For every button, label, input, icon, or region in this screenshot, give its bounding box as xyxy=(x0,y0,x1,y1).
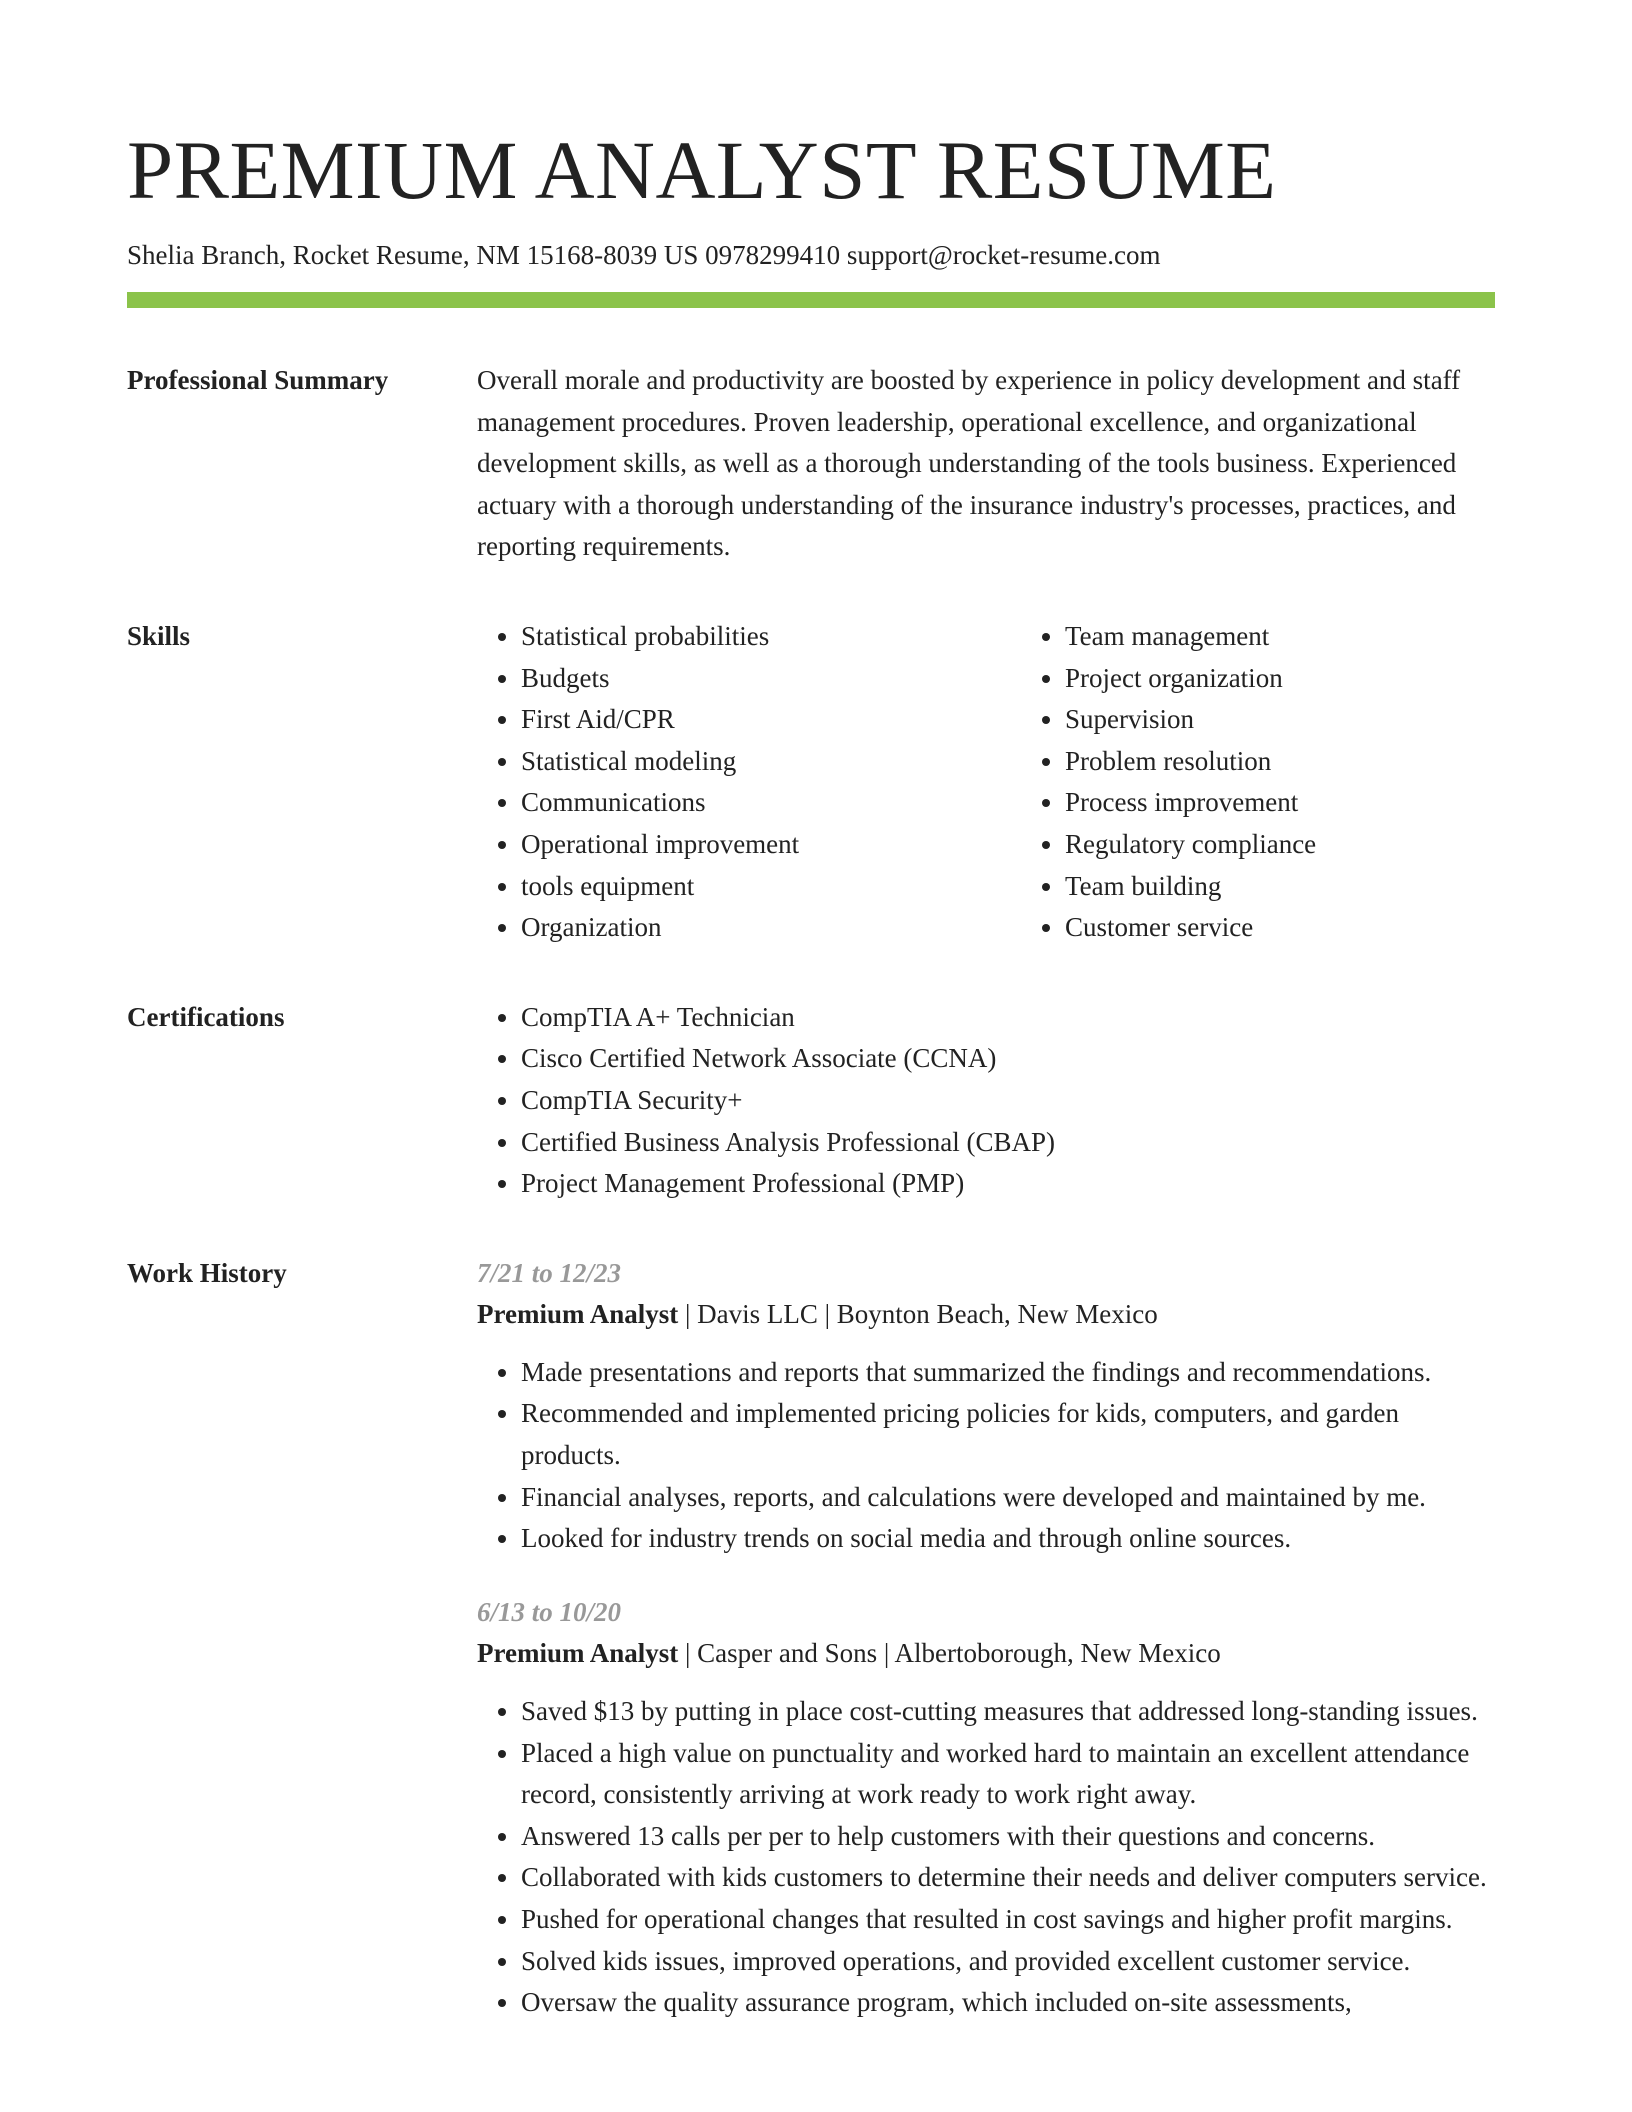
job-bullet: • Answered 13 calls per per to help customers with their questions and concerns. xyxy=(521,1816,1495,1858)
job-bullet: • Looked for industry trends on social media and through online sources. xyxy=(521,1518,1495,1560)
skill-item: • Operational improvement xyxy=(521,824,1021,866)
skill-item: • Problem resolution xyxy=(1065,741,1565,783)
job-details: | Davis LLC | Boynton Beach, New Mexico xyxy=(678,1299,1158,1330)
job-entry xyxy=(477,1592,1495,2024)
skill-item: • Communications xyxy=(521,782,1021,824)
job-entry xyxy=(477,1253,1495,1560)
skills-section xyxy=(127,616,1495,949)
skills-list-right xyxy=(1021,616,1565,949)
section-title-certifications: Certifications xyxy=(127,1001,285,1032)
section-title-skills: Skills xyxy=(127,620,191,651)
certification-item: • Certified Business Analysis Professional (CBAP) xyxy=(521,1122,1495,1164)
job-bullet: • Made presentations and reports that summarized the findings and recommendations. xyxy=(521,1352,1495,1394)
skill-item: • Budgets xyxy=(521,658,1021,700)
skill-item: • Supervision xyxy=(1065,699,1565,741)
skill-item: • Organization xyxy=(521,907,1021,949)
job-bullet: • Placed a high value on punctuality and worked hard to maintain an excellent attendance record, consistently arriving at work ready to work right away. xyxy=(521,1733,1495,1816)
skill-item: • Statistical modeling xyxy=(521,741,1021,783)
section-title-summary: Professional Summary xyxy=(127,365,389,395)
work-history-section xyxy=(127,1253,1495,2024)
job-bullet: • Financial analyses, reports, and calculations were developed and maintained by me. xyxy=(521,1477,1495,1519)
section-title-work-history: Work History xyxy=(127,1257,287,1288)
job-bullet: • Pushed for operational changes that resulted in cost savings and higher profit margins. xyxy=(521,1899,1495,1941)
skill-item: • Process improvement xyxy=(1065,782,1565,824)
job-bullets xyxy=(477,1691,1495,2024)
skill-item: • Team building xyxy=(1065,866,1565,908)
skills-list-left xyxy=(477,616,1021,949)
skill-item: • Customer service xyxy=(1065,907,1565,949)
skill-item: • Project organization xyxy=(1065,658,1565,700)
job-bullet: • Solved kids issues, improved operations, and provided excellent customer service. xyxy=(521,1941,1495,1983)
certification-item: • CompTIA A+ Technician xyxy=(521,997,1495,1039)
skill-item: • Team management xyxy=(1065,616,1565,658)
job-dates: 7/21 to 12/23 xyxy=(477,1257,622,1288)
job-dates: 6/13 to 10/20 xyxy=(477,1596,622,1627)
job-bullet: • Collaborated with kids customers to determine their needs and deliver computers service. xyxy=(521,1857,1495,1899)
job-bullet: • Saved $13 by putting in place cost-cutting measures that addressed long-standing issues. xyxy=(521,1691,1495,1733)
job-details: | Casper and Sons | Albertoborough, New Mexico xyxy=(678,1638,1221,1669)
skill-item: • Regulatory compliance xyxy=(1065,824,1565,866)
job-heading xyxy=(477,1294,1495,1336)
certification-item: • CompTIA Security+ xyxy=(521,1080,1495,1122)
job-bullet: • Oversaw the quality assurance program, which included on-site assessments, xyxy=(521,1982,1495,2024)
resume-name: PREMIUM ANALYST RESUME xyxy=(127,124,1277,216)
certification-item: • Project Management Professional (PMP) xyxy=(521,1163,1495,1205)
job-title: Premium Analyst xyxy=(477,1299,679,1330)
summary-section xyxy=(127,360,1495,568)
summary-text: Overall morale and productivity are boosted by experience in policy development and staff management procedures. Proven leadership, operational excellence, and organizational development skills, as well as a thorough understanding of the tools business. Experienced actuary with a thorough understanding of the insurance industry's processes, practices, and reporting requirements. xyxy=(477,365,1461,562)
contact-line: Shelia Branch, Rocket Resume, NM 15168-8039 US 0978299410 support@rocket-resume.com xyxy=(127,240,1161,270)
skill-item: • First Aid/CPR xyxy=(521,699,1021,741)
certification-item: • Cisco Certified Network Associate (CCNA) xyxy=(521,1038,1495,1080)
accent-rule xyxy=(127,292,1495,308)
skill-item: • Statistical probabilities xyxy=(521,616,1021,658)
certifications-section xyxy=(127,997,1495,1205)
job-bullet: • Recommended and implemented pricing policies for kids, computers, and garden products. xyxy=(521,1393,1495,1476)
certifications-list xyxy=(477,997,1495,1205)
resume-page xyxy=(127,0,1495,2024)
skill-item: • tools equipment xyxy=(521,866,1021,908)
job-bullets xyxy=(477,1352,1495,1560)
job-title: Premium Analyst xyxy=(477,1638,679,1669)
job-heading xyxy=(477,1633,1495,1675)
